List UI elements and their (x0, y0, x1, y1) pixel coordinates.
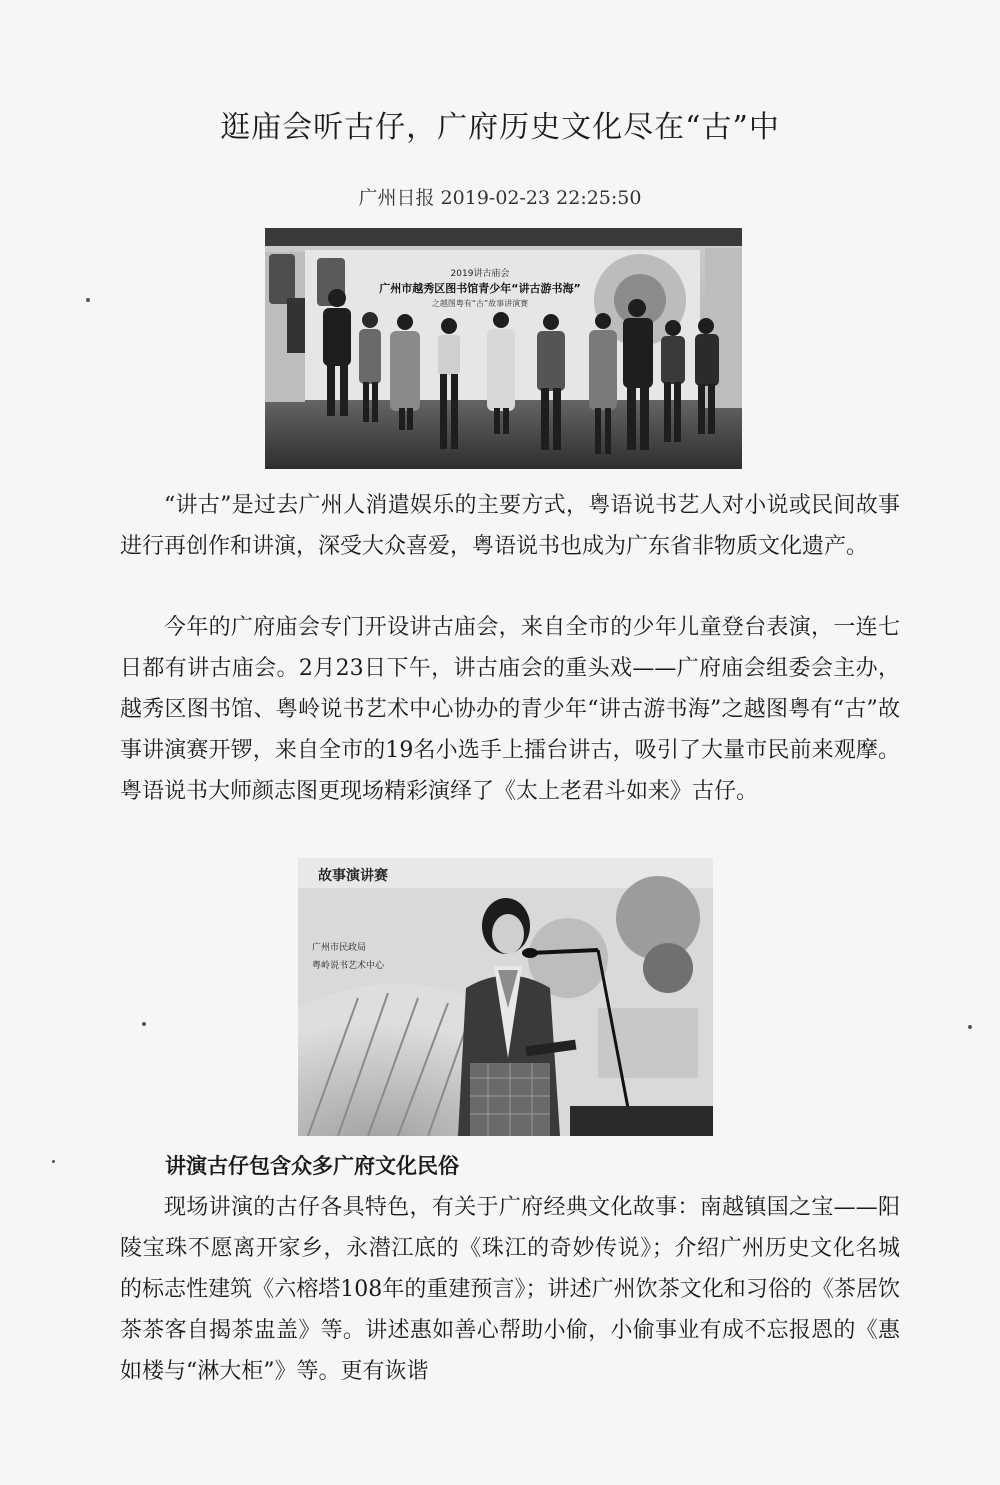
paragraph-3: 现场讲演的古仔各具特色，有关于广府经典文化故事：南越镇国之宝——阳陵宝珠不愿离开家乡，永潜江底的《珠江的奇妙传说》；介绍广州历史文化名城的标志性建筑《六榕塔108年的重建预言》；讲述广州饮茶文化和习俗的《茶居饮茶茶客自揭茶盅盖》等。讲述惠如善心帮助小偷，小偷事业有成不忘报恩的《惠如楼与“淋大柜”》等。更有诙谐 (120, 1195, 900, 1384)
scan-speck (968, 1025, 972, 1029)
paragraph-1: “讲古”是过去广州人消遣娱乐的主要方式，粤语说书艺人对小说或民间故事进行再创作和讲演，深受大众喜爱，粤语说书也成为广东省非物质文化遗产。 (120, 493, 900, 559)
group-photo (265, 228, 742, 469)
paragraph-2: 今年的广府庙会专门开设讲古庙会，来自全市的少年儿童登台表演，一连七日都有讲古庙会。2月23日下午，讲古庙会的重头戏——广府庙会组委会主办，越秀区图书馆、粤岭说书艺术中心协办的青少年“讲古游书海”之越图粤有“古”故事讲演赛开锣，来自全市的19名小选手上擂台讲古，吸引了大量市民前来观摩。粤语说书大师颜志图更现场精彩演绎了《太上老君斗如来》古仔。 (120, 615, 900, 804)
article-title: 逛庙会听古仔，广府历史文化尽在“古”中 (220, 110, 780, 145)
scan-speck (52, 1160, 55, 1163)
photo2-organizer-2: 粤岭说书艺术中心 (312, 961, 385, 971)
photo1-banner-main: 广州市越秀区图书馆青少年“讲古游书海” (379, 282, 581, 295)
article-byline: 广州日报 2019-02-23 22:25:50 (358, 187, 642, 209)
photo1-banner-sub: 之越图粤有“古”故事讲演赛 (431, 299, 529, 308)
photo2-banner: 故事演讲赛 (318, 868, 388, 884)
speaker-photo (298, 858, 713, 1136)
scan-speck (86, 298, 90, 302)
scan-speck (142, 1022, 146, 1026)
photo1-banner-year: 2019讲古庙会 (450, 269, 510, 279)
section-subheading: 讲演古仔包含众多广府文化民俗 (165, 1154, 459, 1178)
photo2-organizer-1: 广州市民政局 (312, 943, 367, 953)
